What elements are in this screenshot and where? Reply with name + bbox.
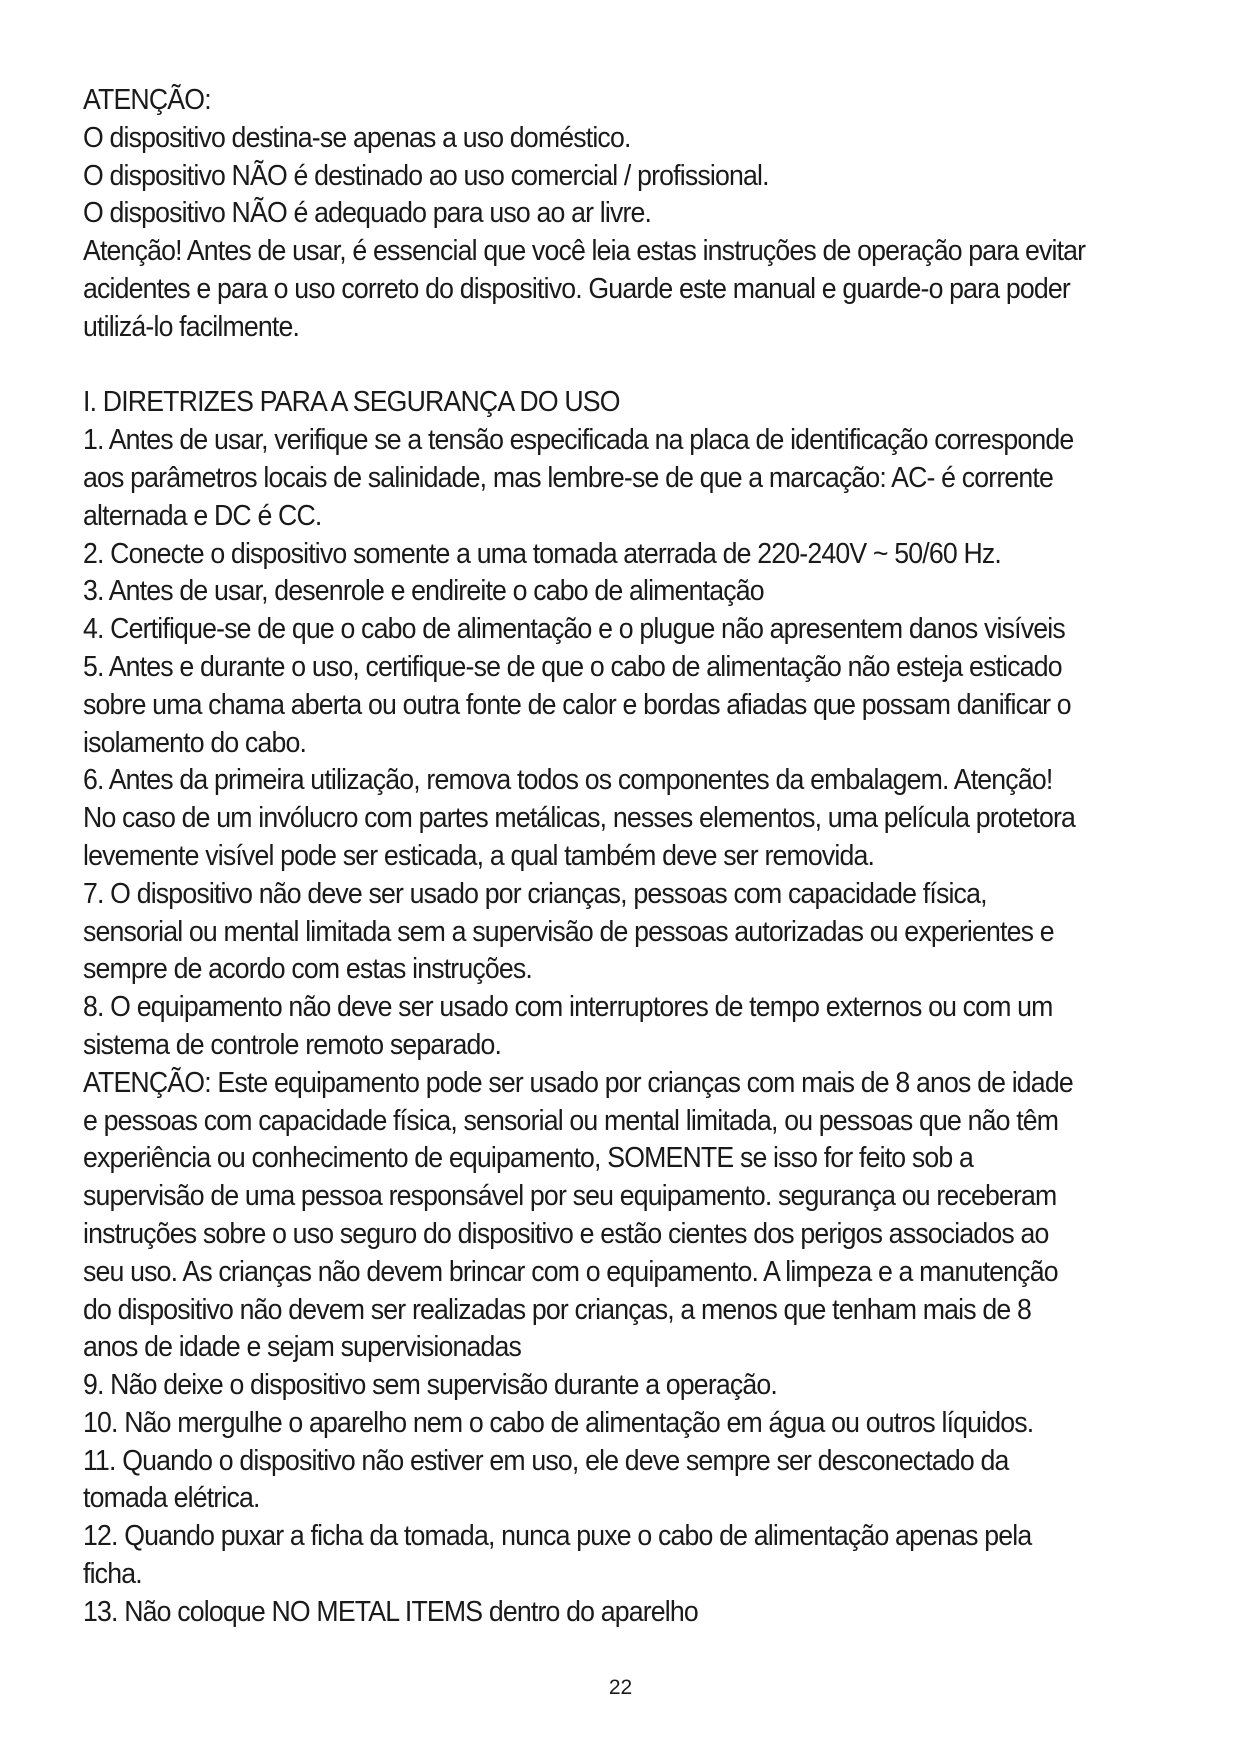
safety-item-6: 6. Antes da primeira utilização, remova todos os componentes da embalagem. Atenção! No caso de um invólucro com partes metálicas, nesses elementos, uma película protetora levemente visível pode ser esticada, a qual também deve ser removida. [83, 764, 1076, 872]
attention-line-read-instructions: Atenção! Antes de usar, é essencial que você leia estas instruções de operação para evitar acidentes e para o uso correto do dispositivo. Guarde este manual e guarde-o para poder utilizá-lo facilmente. [83, 235, 1086, 343]
safety-warning-children: ATENÇÃO: Este equipamento pode ser usado por crianças com mais de 8 anos de idade e pessoas com capacidade física, sensorial ou mental limitada, ou pessoas que não têm experiência ou conhecimento de equipamento, SOMENTE se isso for feito sob a supervisão de uma pessoa responsável por seu equipamento. segurança ou receberam instruções sobre o uso seguro do dispositivo e estão cientes dos perigos associados ao seu uso. As crianças não devem brincar com o equipamento. A limpeza e a manutenção do dispositivo não devem ser realizadas por crianças, a menos que tenham mais de 8 anos de idade e sejam supervisionadas [83, 1066, 1073, 1364]
attention-line-domestic: O dispositivo destina-se apenas a uso doméstico. [83, 121, 631, 154]
safety-item-3: 3. Antes de usar, desenrole e endireite o cabo de alimentação [83, 575, 764, 608]
page-number: 22 [608, 1676, 633, 1699]
attention-line-outdoor: O dispositivo NÃO é adequado para uso ao ar livre. [83, 197, 652, 230]
attention-line-commercial: O dispositivo NÃO é destinado ao uso comercial / profissional. [83, 159, 769, 192]
section-title: I. DIRETRIZES PARA A SEGURANÇA DO USO [83, 386, 620, 419]
safety-item-11: 11. Quando o dispositivo não estiver em uso, ele deve sempre ser desconectado da tomada elétrica. [83, 1444, 1009, 1515]
safety-item-8: 8. O equipamento não deve ser usado com interruptores de tempo externos ou com um sistema de controle remoto separado. [83, 991, 1053, 1061]
manual-content [83, 82, 1090, 1632]
safety-item-7: 7. O dispositivo não deve ser usado por crianças, pessoas com capacidade física, sensorial ou mental limitada sem a supervisão de pessoas autorizadas ou experientes e sempre de acordo com estas instruções. [83, 877, 1054, 986]
safety-item-10: 10. Não mergulhe o aparelho nem o cabo de alimentação em água ou outros líquidos. [83, 1406, 1034, 1439]
safety-item-9: 9. Não deixe o dispositivo sem supervisão durante a operação. [83, 1369, 778, 1402]
safety-item-2: 2. Conecte o dispositivo somente a uma tomada aterrada de 220-240V ~ 50/60 Hz. [83, 537, 1002, 570]
safety-item-13: 13. Não coloque NO METAL ITEMS dentro do aparelho [83, 1595, 698, 1628]
safety-item-5: 5. Antes e durante o uso, certifique-se de que o cabo de alimentação não esteja esticado sobre uma chama aberta ou outra fonte de calor e bordas afiadas que possam danificar o isolamento do cabo. [83, 650, 1071, 759]
attention-heading: ATENÇÃO: [83, 84, 211, 116]
section-spacer [83, 347, 1090, 385]
safety-item-1: 1. Antes de usar, verifique se a tensão especificada na placa de identificação corresponde aos parâmetros locais de salinidade, mas lembre-se de que a marcação: AC- é corrente alternada e DC é CC. [83, 424, 1074, 532]
safety-item-4: 4. Certifique-se de que o cabo de alimentação e o plugue não apresentem danos visíveis [83, 613, 1065, 646]
safety-item-12: 12. Quando puxar a ficha da tomada, nunca puxe o cabo de alimentação apenas pela ficha. [83, 1520, 1032, 1591]
